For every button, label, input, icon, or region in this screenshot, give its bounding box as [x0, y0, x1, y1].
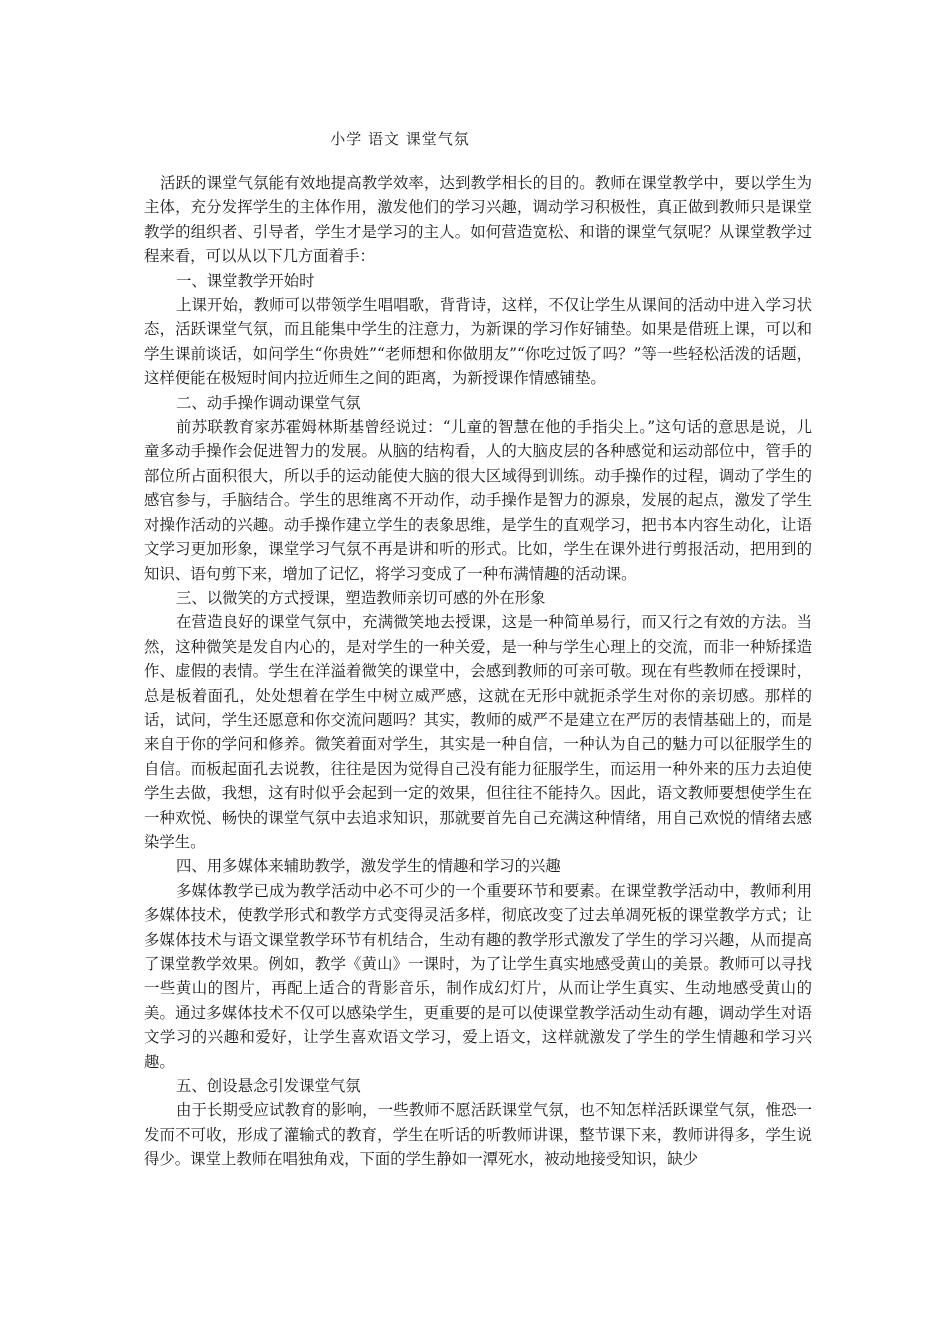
- section-heading-2: 二、动手操作调动课堂气氛: [176, 393, 361, 412]
- section-paragraph-5: 由于长期受应试教育的影响，一些教师不愿活跃课堂气氛，也不知怎样活跃课堂气氛，惟恐一发而不可收，形成了灌输式的教育，学生在听话的听教师讲课，整节课下来，教师讲得多，学生说得少。课堂上教师在唱独角戏，下面的学生静如一潭死水，被动地接受知识，缺少: [144, 1101, 812, 1169]
- section-paragraph-3: 在营造良好的课堂气氛中，充满微笑地去授课，这是一种简单易行，而又行之有效的方法。当然，这种微笑是发自内心的，是对学生的一种关爱，是一种与学生心理上的交流，而非一种矫揉造作、虚假的表情。学生在洋溢着微笑的课堂中，会感到教师的可亲可敬。现在有些教师在授课时，总是板着面孔，处处想着在学生中树立威严感，这就在无形中就扼杀学生对你的亲切感。那样的话，试问，学生还愿意和你交流问题吗？其实，教师的威严不是建立在严厉的表情基础上的，而是来自于你的学问和修养。微笑着面对学生，其实是一种自信，一种认为自己的魅力可以征服学生的自信。而板起面孔去说教，往往是因为觉得自己没有能力征服学生，而运用一种外来的压力去迫使学生去做，我想，这有时似乎会起到一定的效果，但往往不能持久。因此，语文教师要想使学生在一种欢悦、畅快的课堂气氛中去追求知识，那就要首先自己充满这种情绪，用自己欢悦的情绪去感染学生。: [144, 613, 812, 851]
- section-heading-3: 三、以微笑的方式授课，塑造教师亲切可感的外在形象: [176, 588, 546, 607]
- section-heading-4: 四、用多媒体来辅助教学，激发学生的情趣和学习的兴趣: [176, 857, 561, 876]
- section-paragraph-4: 多媒体教学已成为教学活动中必不可少的一个重要环节和要素。在课堂教学活动中，教师利用多媒体技术，使教学形式和教学方式变得灵活多样，彻底改变了过去单凋死板的课堂教学方式；让多媒体技术与语文课堂教学环节有机结合，生动有趣的教学形式激发了学生的学习兴趣，从而提高了课堂教学效果。例如，教学《黄山》一课时，为了让学生真实地感受黄山的美景。教师可以寻找一些黄山的图片，再配上适合的背影音乐，制作成幻灯片，从而让学生真实、生动地感受黄山的美。通过多媒体技术不仅可以感染学生，更重要的是可以使课堂教学活动生动有趣，调动学生对语文学习的兴趣和爱好，让学生喜欢语文学习，爱上语文，这样就激发了学生的学生情趣和学习兴趣。: [144, 881, 812, 1071]
- section-paragraph-1: 上课开始，教师可以带领学生唱唱歌，背背诗，这样，不仅让学生从课间的活动中进入学习状态，活跃课堂气氛，而且能集中学生的注意力，为新课的学习作好铺垫。如果是借班上课，可以和学生课前谈话，如问学生“你贵姓”“老师想和你做朋友”“你吃过饭了吗？”等一些轻松活泼的话题，这样便能在极短时间内拉近师生之间的距离，为新授课作情感铺垫。: [144, 296, 812, 388]
- document-body: [144, 171, 812, 1172]
- section-heading-1: 一、课堂教学开始时: [176, 271, 315, 290]
- document-title: 小学 语文 课堂气氛: [330, 130, 470, 148]
- section-paragraph-2: 前苏联教育家苏霍姆林斯基曾经说过：“儿童的智慧在他的手指尖上。”这句话的意思是说，儿童多动手操作会促进智力的发展。从脑的结构看，人的大脑皮层的各种感觉和运动部位中，管手的部位所占面积很大，所以手的运动能使大脑的很大区域得到训练。动手操作的过程，调动了学生的感官参与，手脑结合。学生的思维离不开动作，动手操作是智力的源泉，发展的起点，激发了学生对操作活动的兴趣。动手操作建立学生的表象思维，是学生的直观学习，把书本内容生动化，让语文学习更加形象，课堂学习气氛不再是讲和听的形式。比如，学生在课外进行剪报活动，把用到的知识、语句剪下来，增加了记忆，将学习变成了一种布满情趣的活动课。: [144, 418, 812, 583]
- section-heading-5: 五、创设悬念引发课堂气氛: [176, 1077, 361, 1096]
- intro-paragraph: 活跃的课堂气氛能有效地提高教学效率，达到教学相长的目的。教师在课堂教学中，要以学生为主体，充分发挥学生的主体作用，激发他们的学习兴趣，调动学习积极性，真正做到教师只是课堂教学的组织者、引导者，学生才是学习的主人。如何营造宽松、和谐的课堂气氛呢？从课堂教学过程来看，可以从以下几方面着手：: [144, 174, 812, 266]
